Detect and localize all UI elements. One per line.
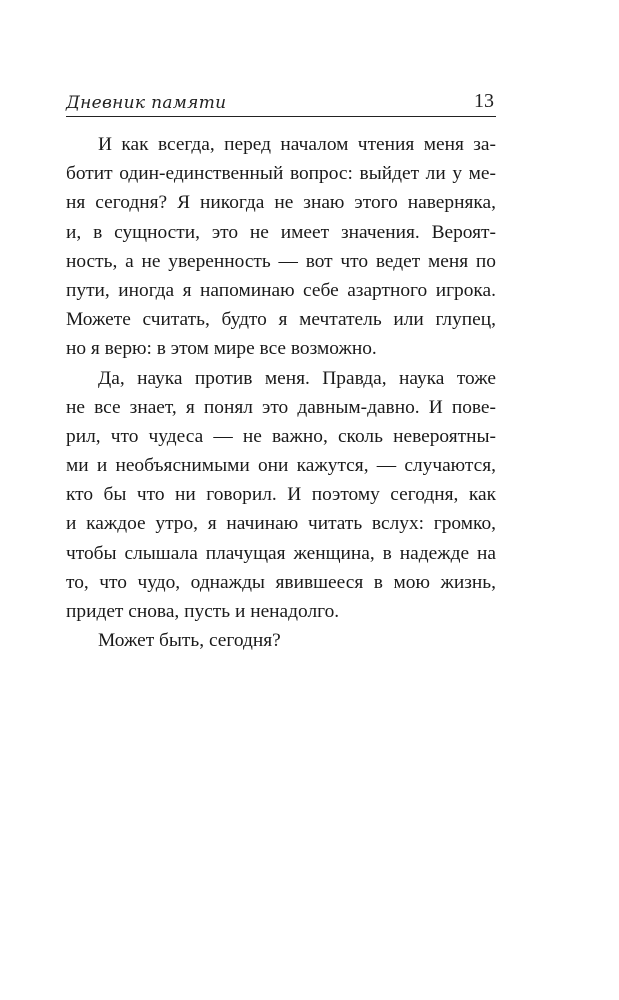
text-line: кто бы что ни говорил. И поэтому сегодня, как bbox=[66, 484, 496, 506]
text-line: то, что чудо, однажды явившееся в мою жизнь, bbox=[66, 571, 496, 593]
text-line: ность, а не уверенность — вот что ведет меня по bbox=[66, 250, 496, 272]
text-line: придет снова, пусть и ненадолго. bbox=[66, 601, 340, 622]
text-line: и, в сущности, это не имеет значения. Вероят- bbox=[66, 221, 496, 243]
paragraph-3 bbox=[66, 626, 496, 655]
text-line: не все знает, я понял это давным-давно. И пове- bbox=[66, 396, 496, 418]
running-title: Дневник памяти bbox=[66, 93, 227, 113]
text-line: И как всегда, перед началом чтения меня за- bbox=[98, 134, 496, 155]
text-line: и каждое утро, я начинаю читать вслух: громко, bbox=[66, 513, 496, 535]
paragraph-2 bbox=[66, 364, 496, 627]
text-line: Можете считать, будто я мечтатель или глупец, bbox=[66, 309, 496, 331]
text-body bbox=[66, 130, 496, 655]
page-number: 13 bbox=[474, 90, 494, 112]
text-line: рил, что чудеса — не важно, сколь невероятны- bbox=[66, 425, 496, 447]
text-line: Может быть, сегодня? bbox=[98, 630, 281, 652]
running-head bbox=[66, 88, 496, 117]
text-line: ми и необъяснимыми они кажутся, — случаются, bbox=[66, 455, 496, 477]
text-line: но я верю: в этом мире все возможно. bbox=[66, 338, 377, 360]
text-line: ботит один-единственный вопрос: выйдет ли у ме- bbox=[66, 163, 496, 185]
text-line: ня сегодня? Я никогда не знаю этого наверняка, bbox=[66, 192, 496, 214]
paragraph-1 bbox=[66, 130, 496, 364]
text-line: пути, иногда я напоминаю себе азартного игрока. bbox=[66, 279, 496, 301]
text-line: чтобы слышала плачущая женщина, в надежде на bbox=[66, 542, 496, 564]
text-line: Да, наука против меня. Правда, наука тоже bbox=[98, 367, 496, 389]
